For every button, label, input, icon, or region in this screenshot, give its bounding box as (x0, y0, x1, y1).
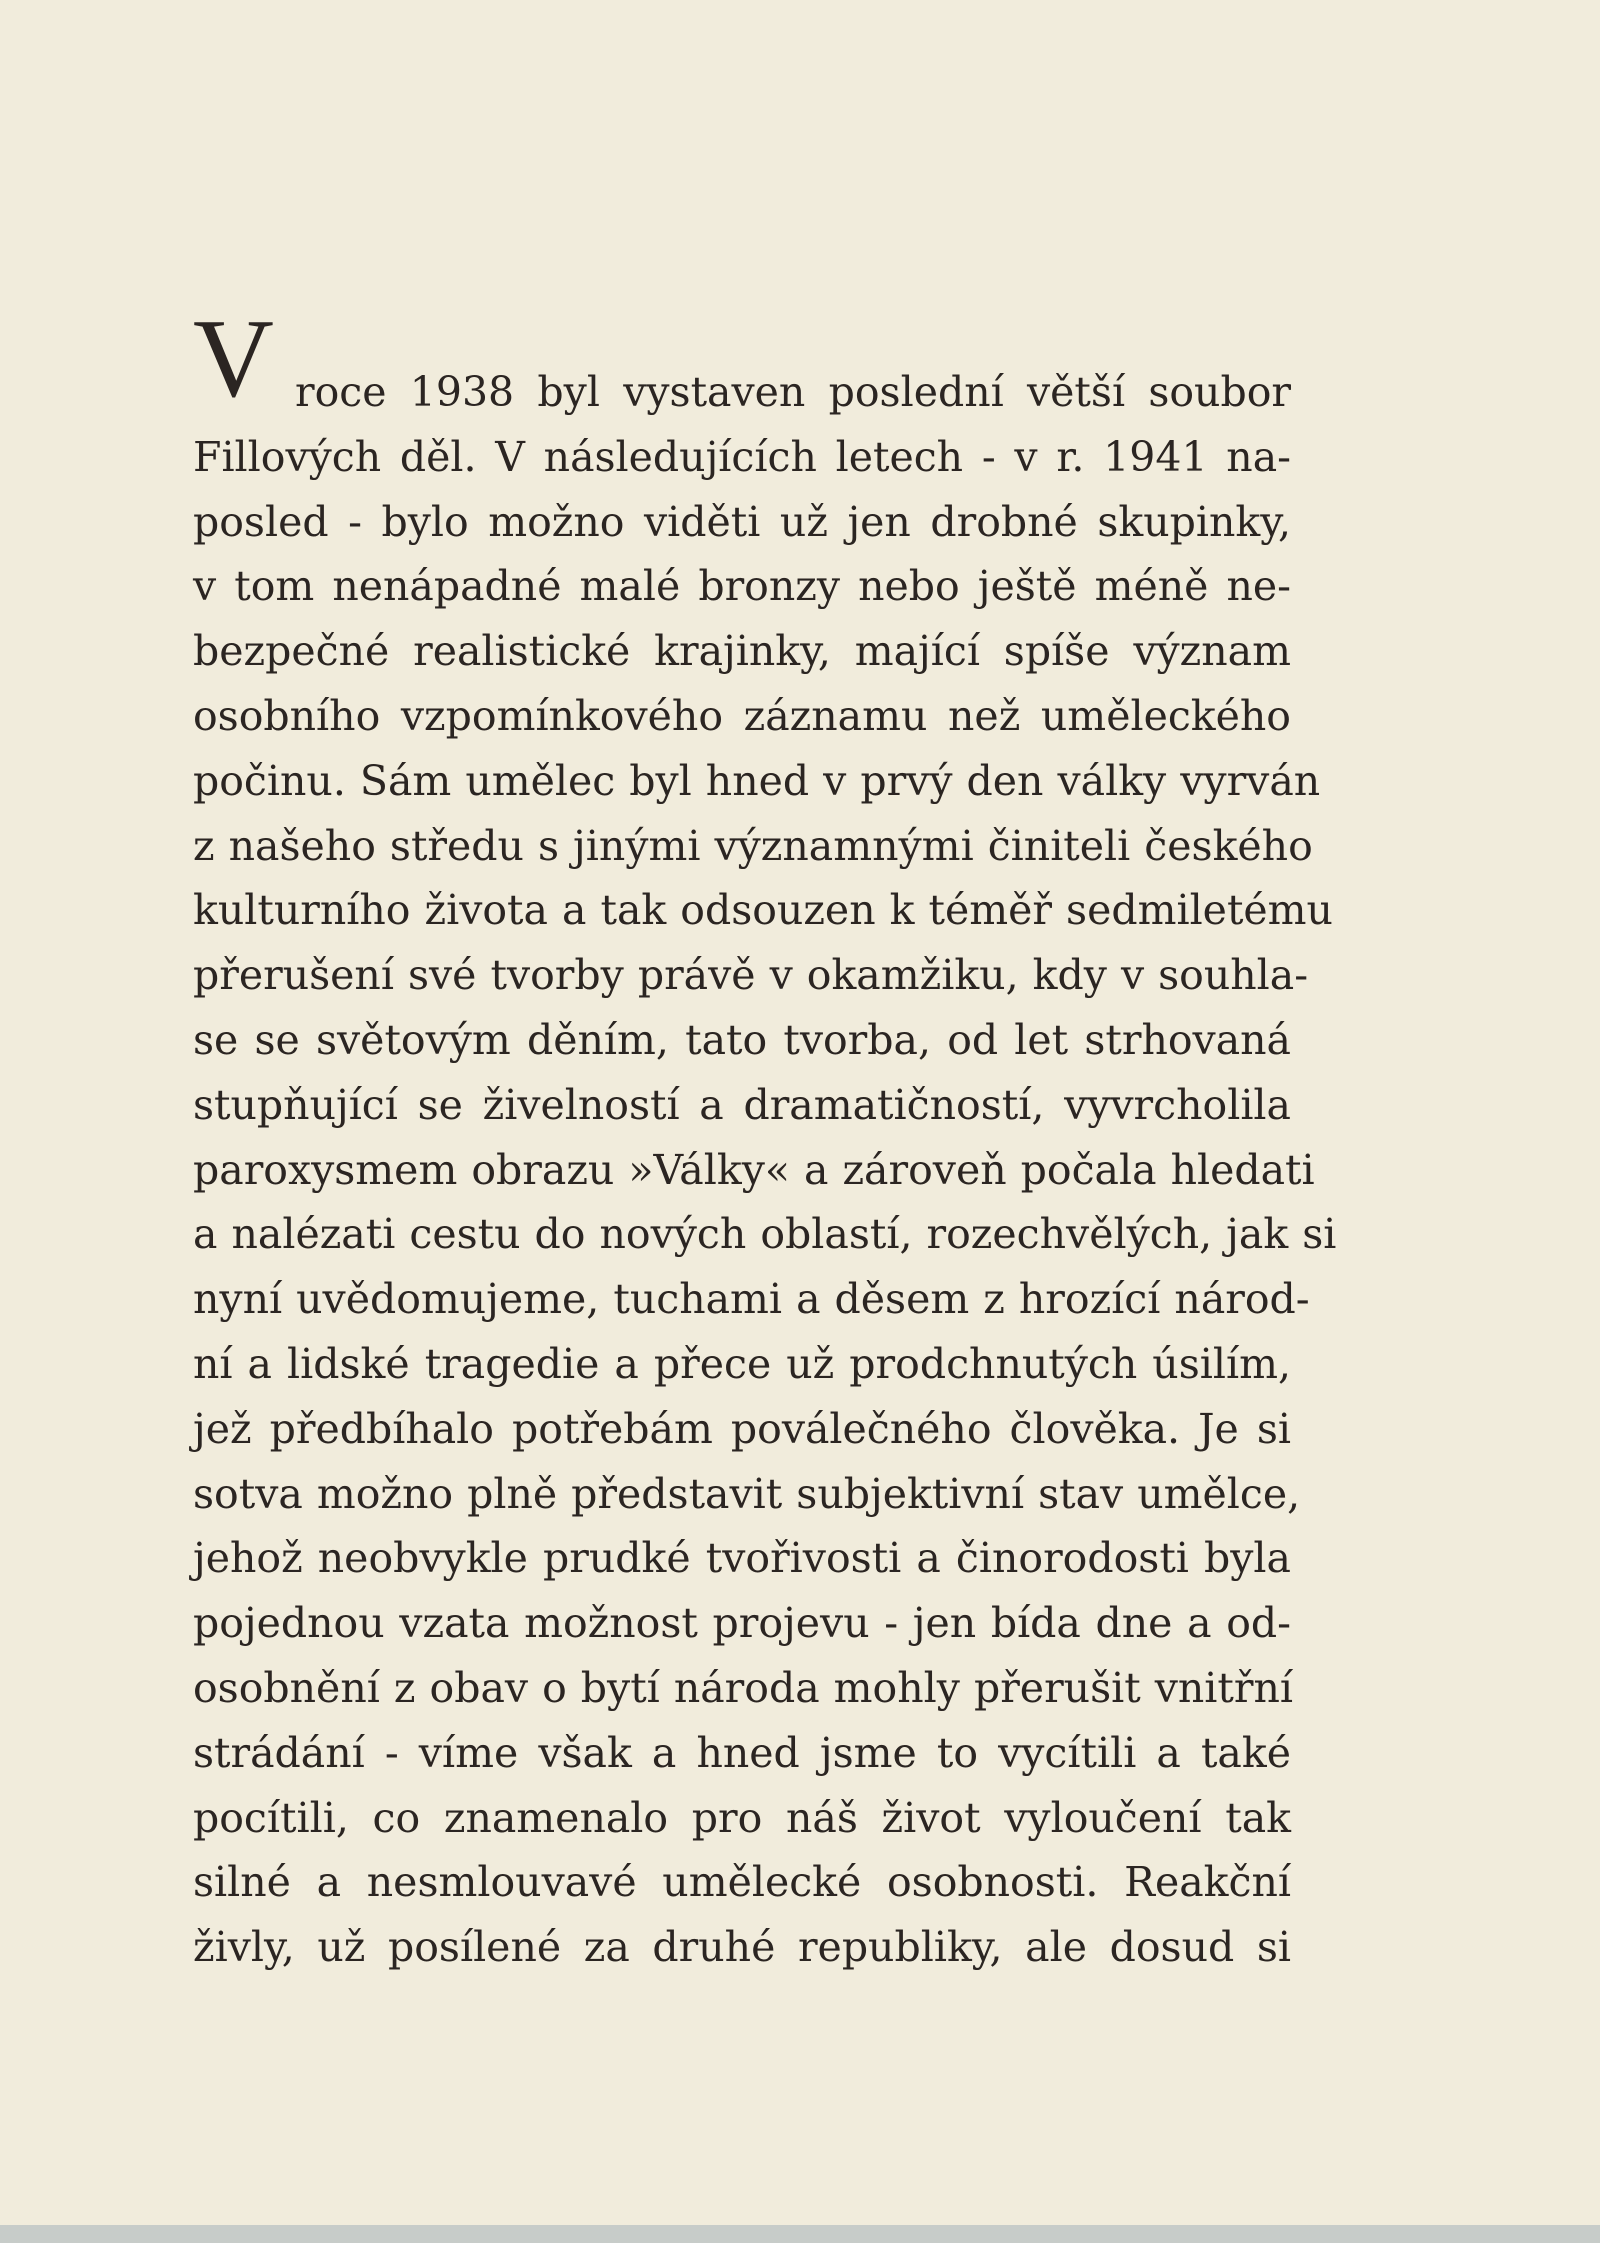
drop-cap: V (193, 297, 274, 421)
text-line-18: sotva možno plně představit subjektivní stav umělce, (193, 1469, 1301, 1518)
text-line-14: a nalézati cestu do nových oblastí, rozechvělých, jak si (193, 1210, 1337, 1259)
text-line-12: stupňující se živelností a dramatičností, vyvrcholila (193, 1080, 1291, 1129)
text-line-24: silné a nesmlouvavé umělecké osobnosti. Reakční (193, 1858, 1291, 1907)
text-line-17: jež předbíhalo potřebám poválečného člověka. Je si (193, 1404, 1291, 1453)
text-line-1 (193, 297, 1291, 425)
text-line-5: bezpečné realistické krajinky, mající spíše význam (193, 627, 1291, 676)
text-line-13: paroxysmem obrazu »Války« a zároveň počala hledati (193, 1145, 1315, 1194)
text-line-4: v tom nenápadné malé bronzy nebo ještě méně ne- (193, 562, 1291, 611)
text-line-15: nyní uvědomujeme, tuchami a děsem z hrozící národ- (193, 1275, 1310, 1324)
text-line-16: ní a lidské tragedie a přece už prodchnutých úsilím, (193, 1339, 1291, 1388)
text-line-7: počinu. Sám umělec byl hned v prvý den války vyrván (193, 756, 1321, 805)
text-line-6: osobního vzpomínkového záznamu než uměleckého (193, 691, 1291, 740)
text-line-2: Fillových děl. V následujících letech - v r. 1941 na- (193, 432, 1291, 481)
scan-edge (0, 2225, 1600, 2243)
text-line-11: se se světovým děním, tato tvorba, od let strhovaná (193, 1015, 1291, 1064)
text-line-21: osobnění z obav o bytí národa mohly přerušit vnitřní (193, 1663, 1294, 1712)
text-line-19: jehož neobvykle prudké tvořivosti a činorodosti byla (193, 1534, 1291, 1583)
text-line-23: pocítili, co znamenalo pro náš život vyloučení tak (193, 1793, 1291, 1842)
text-line-22: strádání - víme však a hned jsme to vycítili a také (193, 1728, 1291, 1777)
body-text (193, 297, 1337, 1980)
text-line-9: kulturního života a tak odsouzen k téměř sedmiletému (193, 886, 1333, 935)
text-line-25: živly, už posílené za druhé republiky, ale dosud si (193, 1923, 1291, 1972)
text-line-8: z našeho středu s jinými významnými činiteli českého (193, 821, 1313, 870)
text-line-10: přerušení své tvorby právě v okamžiku, kdy v souhla- (193, 951, 1309, 1000)
line-text: roce 1938 byl vystaven poslední větší soubor (295, 368, 1291, 416)
text-line-20: pojednou vzata možnost projevu - jen bída dne a od- (193, 1599, 1291, 1648)
text-line-3: posled - bylo možno viděti už jen drobné skupinky, (193, 497, 1291, 546)
